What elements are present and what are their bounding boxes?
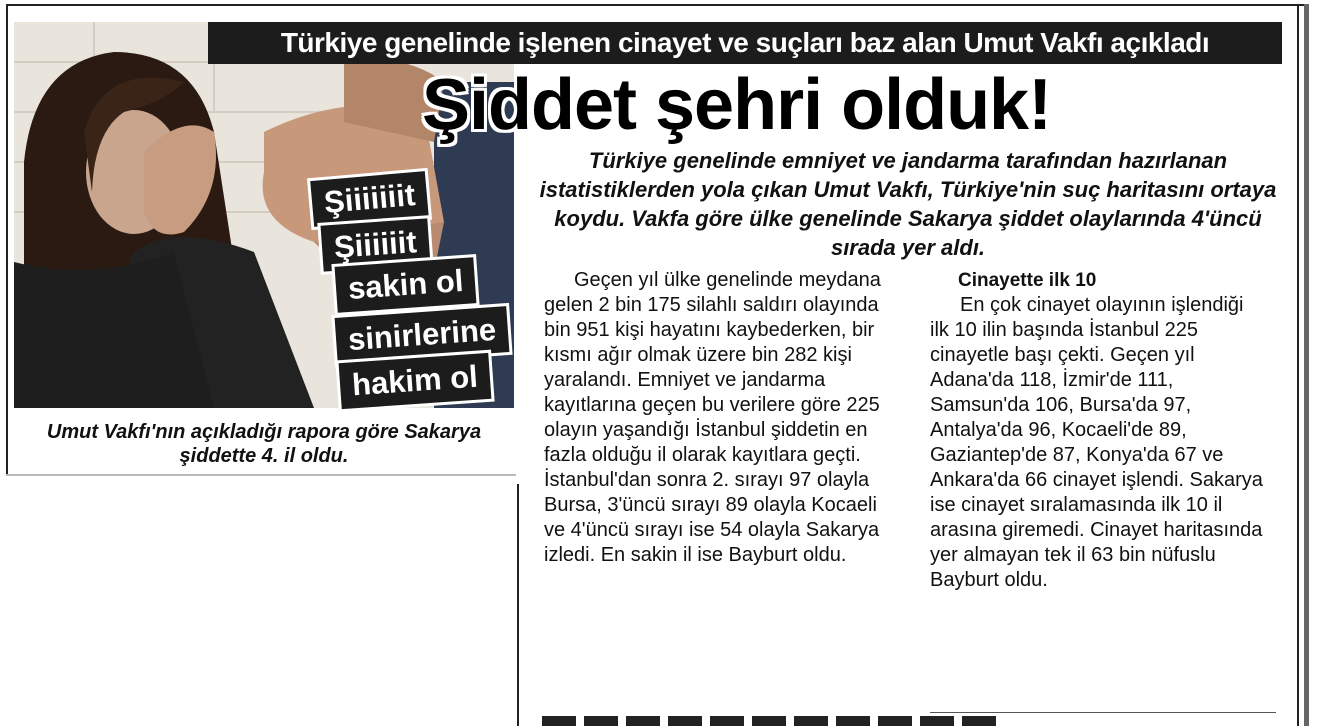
shout-label-3: sakin ol bbox=[335, 257, 477, 313]
subheading: Cinayette ilk 10 bbox=[958, 270, 1097, 291]
column-divider bbox=[517, 484, 519, 726]
shout-label-4: sinirlerine bbox=[335, 306, 510, 364]
body-paragraph-1: Geçen yıl ülke genelinde meydana gelen 2 bin 175 silahlı saldırı olayında bin 951 kişi hayatını kaybederken, bir kısmı ağır olmak üzere bin 282 kişi yaralandı. Emniyet ve jandarma kayıtlarına geçen bu verilere göre 225 olayın yaşandığı İstanbul şiddetin en fazla olduğu il olarak kayıtlara geçti. İstanbul'dan sonra 2. sırayı 97 olayla Bursa, 3'üncü sırayı 89 olayla Kocaeli ve 4'üncü sırayı ise 54 olayla Sakarya izledi. En sakin il ise Bayburt oldu. bbox=[544, 269, 881, 566]
shout-label-2: Şiiiiiit bbox=[321, 218, 431, 271]
body-column-2 bbox=[930, 268, 1266, 593]
photo-block-bottom-edge bbox=[6, 474, 516, 476]
page-frame-right-shadow bbox=[1304, 4, 1309, 726]
main-headline: Şiddet şehri olduk! bbox=[422, 65, 1052, 145]
next-headline-cutoff bbox=[542, 716, 1002, 726]
page-frame-left bbox=[6, 4, 8, 476]
shout-label-1: Şiiiiiiit bbox=[310, 171, 429, 227]
photo-caption: Umut Vakfı'nın açıkladığı rapora göre Sakarya şiddette 4. il oldu. bbox=[46, 421, 482, 467]
shout-label-5: hakim ol bbox=[339, 353, 492, 409]
section-rule bbox=[930, 712, 1276, 713]
deck-summary: Türkiye genelinde emniyet ve jandarma tarafından hazırlanan istatistiklerden yola çıkan Umut Vakfı, Türkiye'nin suç haritasını ortaya koydu. Vakfa göre ülke genelinde Sakarya şiddet olaylarında 4'üncü sırada yer aldı. bbox=[539, 148, 1277, 260]
body-column-1 bbox=[544, 268, 896, 568]
page-frame-top bbox=[6, 4, 1306, 6]
page-frame-right bbox=[1297, 4, 1299, 726]
kicker-headline: Türkiye genelinde işlenen cinayet ve suçları baz alan Umut Vakfı açıkladı bbox=[208, 22, 1282, 64]
body-paragraph-2: En çok cinayet olayının işlendiği ilk 10 ilin başında İstanbul 225 cinayetle başı çekti. Geçen yıl Adana'da 118, İzmir'de 111, Samsun'da 106, Bursa'da 97, Antalya'da 96, Kocaeli'de 89, Gaziantep'de 87, Konya'da 67 ve Ankara'da 66 cinayet işlendi. Sakarya ise cinayet sıralamasında ilk 10 il arasına giremedi. Cinayet haritasında yer almayan tek il 63 bin nüfuslu Bayburt oldu. bbox=[930, 294, 1263, 591]
